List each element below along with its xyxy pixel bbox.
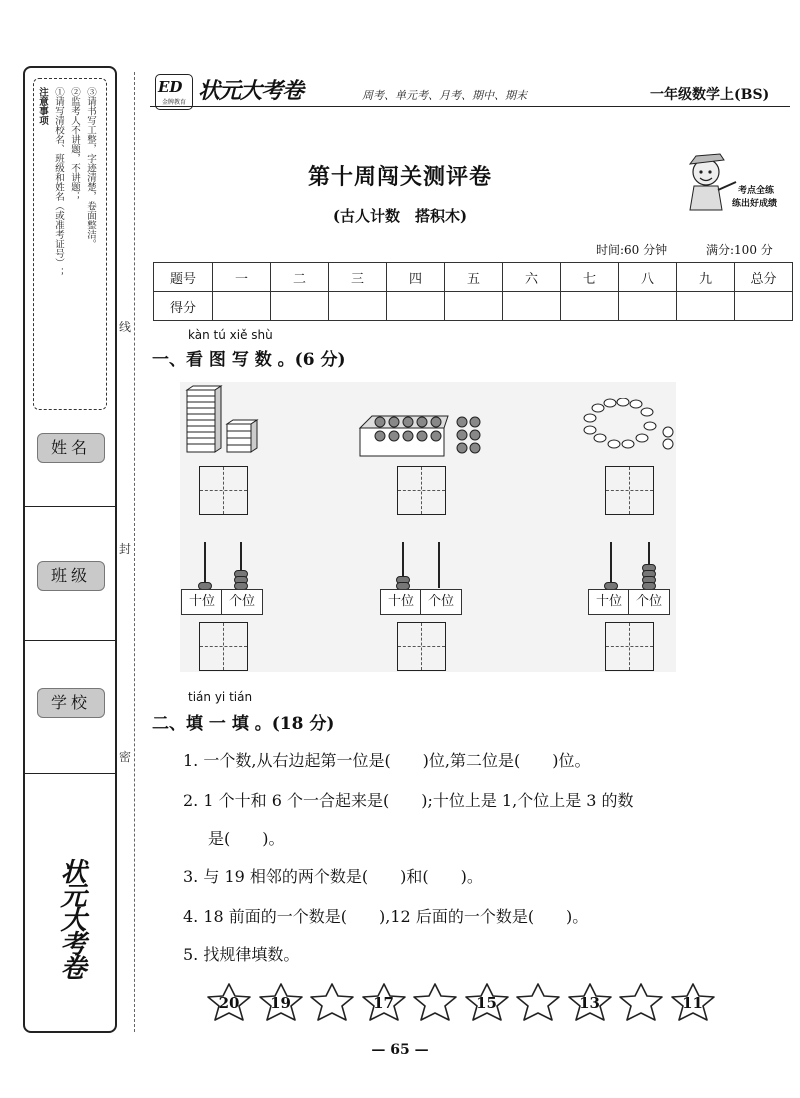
score-header-cell: 总分 <box>735 263 793 292</box>
score-header-cell: 四 <box>387 263 445 292</box>
question-5: 5. 找规律填数。 <box>183 945 300 964</box>
section1-pinyin: kàn tú xiě shù <box>188 328 273 342</box>
number-star[interactable] <box>412 982 458 1022</box>
number-star <box>361 982 407 1022</box>
header-subtitle: 周考、单元考、月考、期中、期末 <box>362 89 527 102</box>
number-star <box>464 982 510 1022</box>
score-table <box>153 262 793 321</box>
tens-place-label: 十位 <box>588 589 630 615</box>
score-header-cell: 八 <box>619 263 677 292</box>
side-logo-text: 状元大考卷 <box>56 858 86 978</box>
side-divider <box>25 640 115 641</box>
star-number: 15 <box>476 994 497 1012</box>
star-number: 20 <box>218 994 240 1012</box>
answer-box[interactable] <box>397 622 446 671</box>
tens-place-label: 十位 <box>181 589 223 615</box>
score-header-cell: 六 <box>503 263 561 292</box>
number-star <box>258 982 304 1022</box>
question-2[interactable]: 2. 1 个十和 6 个一合起来是( );十位上是 1,个位上是 3 的数 <box>183 791 634 810</box>
name-label: 姓名 <box>37 433 105 463</box>
star-icon <box>515 982 561 1022</box>
full-score: 满分:100 分 <box>706 243 773 257</box>
score-cell[interactable] <box>445 292 503 321</box>
answer-box[interactable] <box>397 466 446 515</box>
block-stacks-icon <box>183 384 263 456</box>
score-header-cell: 三 <box>329 263 387 292</box>
abacus-rod <box>438 542 440 588</box>
number-star <box>206 982 252 1022</box>
number-star <box>567 982 613 1022</box>
side-divider <box>25 773 115 774</box>
score-header-cell: 题号 <box>154 263 213 292</box>
section2-title: 二、填 一 填 。(18 分) <box>152 714 335 734</box>
page-subtitle: (古人计数 搭积木) <box>332 207 468 225</box>
bead-necklace-icon <box>580 398 680 454</box>
ones-place-label: 个位 <box>221 589 263 615</box>
side-logo <box>43 858 99 1018</box>
question-4[interactable]: 4. 18 前面的一个数是( ),12 后面的一个数是( )。 <box>183 907 589 926</box>
brand-title: 状元大考卷 <box>198 78 304 104</box>
ones-place-label: 个位 <box>628 589 670 615</box>
star-number: 19 <box>270 994 291 1012</box>
notes-box <box>33 78 107 410</box>
answer-box[interactable] <box>199 466 248 515</box>
star-number: 17 <box>373 994 394 1012</box>
star-icon <box>618 982 664 1022</box>
score-cell[interactable] <box>677 292 735 321</box>
score-cell[interactable] <box>213 292 271 321</box>
score-header-cell: 一 <box>213 263 271 292</box>
number-star[interactable] <box>309 982 355 1022</box>
score-cell[interactable] <box>619 292 677 321</box>
score-cell[interactable] <box>271 292 329 321</box>
star-number: 13 <box>579 994 600 1012</box>
egg-tray-icon <box>358 412 486 460</box>
cut-word-line: 线 <box>119 320 132 334</box>
score-table-header-row <box>154 263 793 292</box>
logo-mark-icon: ED <box>158 78 183 96</box>
ones-place-label: 个位 <box>420 589 462 615</box>
mascot-caption-2: 练出好成绩 <box>732 199 778 209</box>
score-row-label: 得分 <box>154 292 213 321</box>
score-header-cell: 九 <box>677 263 735 292</box>
side-divider <box>25 506 115 507</box>
score-header-cell: 二 <box>271 263 329 292</box>
publisher-logo <box>155 74 193 110</box>
time-limit: 时间:60 分钟 <box>596 243 668 257</box>
tens-place-label: 十位 <box>380 589 422 615</box>
publisher-name: 金牌教育 <box>161 99 186 106</box>
answer-box[interactable] <box>605 466 654 515</box>
answer-box[interactable] <box>199 622 248 671</box>
section1-title: 一、看 图 写 数 。(6 分) <box>152 350 346 370</box>
score-header-cell: 五 <box>445 263 503 292</box>
page-title: 第十周闯关测评卷 <box>307 164 492 190</box>
score-cell[interactable] <box>387 292 445 321</box>
cut-word-close: 密 <box>119 750 132 764</box>
number-star[interactable] <box>515 982 561 1022</box>
score-cell[interactable] <box>503 292 561 321</box>
question-1[interactable]: 1. 一个数,从右边起第一位是( )位,第二位是( )位。 <box>183 751 591 770</box>
score-header-cell: 七 <box>561 263 619 292</box>
score-cell[interactable] <box>329 292 387 321</box>
section2-pinyin: tián yi tián <box>188 690 253 704</box>
page-number: — 65 — <box>371 1042 429 1058</box>
grade-label: 一年级数学上(BS) <box>650 87 770 103</box>
cut-word-seal: 封 <box>119 542 132 556</box>
note-3: ③请书写工整，字迹清楚，卷面整洁。 <box>85 87 96 249</box>
score-cell[interactable] <box>561 292 619 321</box>
star-icon <box>412 982 458 1022</box>
number-star <box>670 982 716 1022</box>
note-2: ②监考人不讲题，不讲题； <box>69 87 80 201</box>
school-label: 学校 <box>37 688 105 718</box>
star-icon <box>309 982 355 1022</box>
star-number: 11 <box>682 994 703 1012</box>
question-2-cont[interactable]: 是( )。 <box>208 829 285 848</box>
number-star[interactable] <box>618 982 664 1022</box>
note-1: ①请写清校名、班级和姓名（或准考证号）； <box>53 87 64 277</box>
mascot-caption-1: 考点全练 <box>738 186 775 196</box>
answer-box[interactable] <box>605 622 654 671</box>
notes-title: 注意事项 <box>37 87 48 125</box>
score-cell[interactable] <box>735 292 793 321</box>
class-label: 班级 <box>37 561 105 591</box>
score-table-score-row <box>154 292 793 321</box>
question-3[interactable]: 3. 与 19 相邻的两个数是( )和( )。 <box>183 867 483 886</box>
